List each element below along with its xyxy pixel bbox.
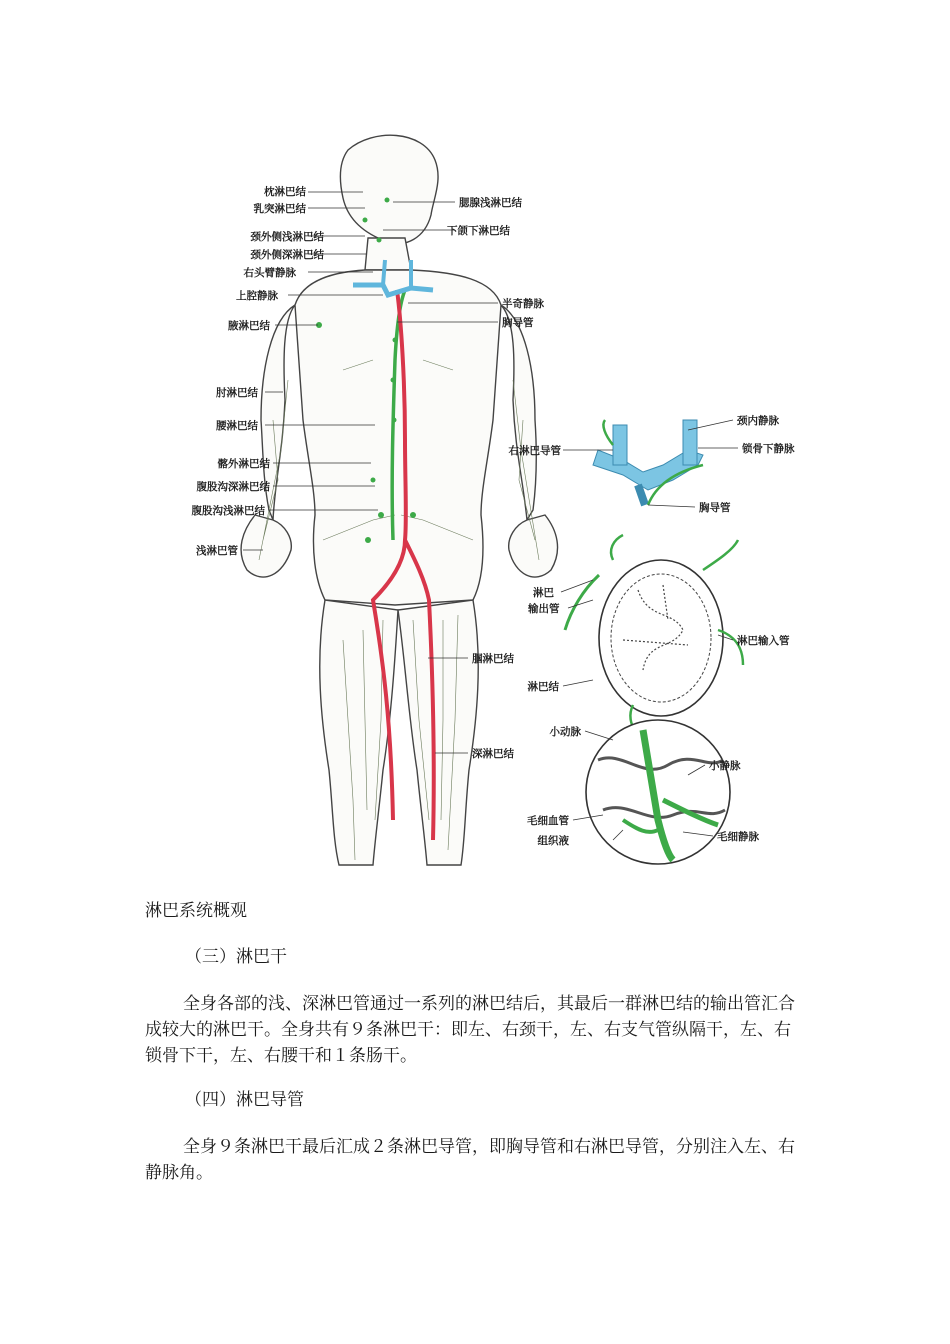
label-inset-thoracic-duct: 胸导管 xyxy=(699,502,731,514)
label-subclavian-vein: 锁骨下静脉 xyxy=(742,443,795,455)
label-mastoid-nodes: 乳突淋巴结 xyxy=(253,203,306,215)
figure-caption: 淋巴系统概观 xyxy=(145,901,247,921)
label-external-iliac-nodes: 髂外淋巴结 xyxy=(217,458,270,470)
label-submandibular-nodes: 下颌下淋巴结 xyxy=(447,225,510,237)
lymphatic-system-figure xyxy=(143,120,823,890)
label-afferent-lymph-vessel: 淋巴输入管 xyxy=(737,635,790,647)
section-heading-lymph-ducts: （四）淋巴导管 xyxy=(185,1090,304,1110)
label-cubital-nodes: 肘淋巴结 xyxy=(216,387,258,399)
label-superficial-lateral-cervical-nodes: 颈外侧浅淋巴结 xyxy=(250,231,324,243)
paragraph-lymph-trunks: 全身各部的浅、深淋巴管通过一系列的淋巴结后，其最后一群淋巴结的输出管汇合成较大的淋巴干。全身共有９条淋巴干：即左、右颈干，左、右支气管纵隔干，左、右锁骨下干，左、右腰干和１条肠干。 xyxy=(145,994,795,1066)
label-deep-lymph-nodes: 深淋巴结 xyxy=(472,748,514,760)
paragraph-lymph-ducts: 全身９条淋巴干最后汇成２条淋巴导管，即胸导管和右淋巴导管，分别注入左、右静脉角。 xyxy=(145,1137,795,1183)
label-superficial-lymph-vessels: 浅淋巴管 xyxy=(196,545,238,557)
label-thoracic-duct: 胸导管 xyxy=(502,317,534,329)
label-internal-jugular-vein: 颈内静脉 xyxy=(737,415,779,427)
label-superficial-inguinal-nodes: 腹股沟浅淋巴结 xyxy=(191,505,265,517)
label-venule: 小静脉 xyxy=(709,760,741,772)
label-popliteal-nodes: 腘淋巴结 xyxy=(472,653,514,665)
label-lymph: 淋巴 xyxy=(533,587,554,599)
label-lumbar-nodes: 腰淋巴结 xyxy=(216,420,258,432)
section-heading-lymph-trunks: （三）淋巴干 xyxy=(185,947,287,967)
lymph-node-inset xyxy=(565,535,743,730)
venous-angle-inset xyxy=(593,420,703,505)
label-occipital-nodes: 枕淋巴结 xyxy=(264,186,306,198)
label-axillary-nodes: 腋淋巴结 xyxy=(228,320,270,332)
label-right-lymphatic-duct: 右淋巴导管 xyxy=(508,445,561,457)
label-arteriole: 小动脉 xyxy=(549,726,581,738)
label-tissue-fluid: 组织液 xyxy=(537,835,569,847)
capillary-inset xyxy=(586,720,730,864)
label-capillary: 毛细血管 xyxy=(527,815,569,827)
label-deep-lateral-cervical-nodes: 颈外侧深淋巴结 xyxy=(250,249,324,261)
label-right-brachiocephalic-vein: 右头臂静脉 xyxy=(243,267,296,279)
label-superior-vena-cava: 上腔静脉 xyxy=(236,290,278,302)
label-capillary-vein: 毛细静脉 xyxy=(717,831,759,843)
label-lymph-node: 淋巴结 xyxy=(527,681,559,693)
label-hemiazygos-vein: 半奇静脉 xyxy=(502,298,544,310)
label-deep-inguinal-nodes: 腹股沟深淋巴结 xyxy=(196,481,270,493)
label-superficial-parotid-nodes: 腮腺浅淋巴结 xyxy=(459,197,522,209)
label-efferent-vessel: 输出管 xyxy=(528,603,560,615)
